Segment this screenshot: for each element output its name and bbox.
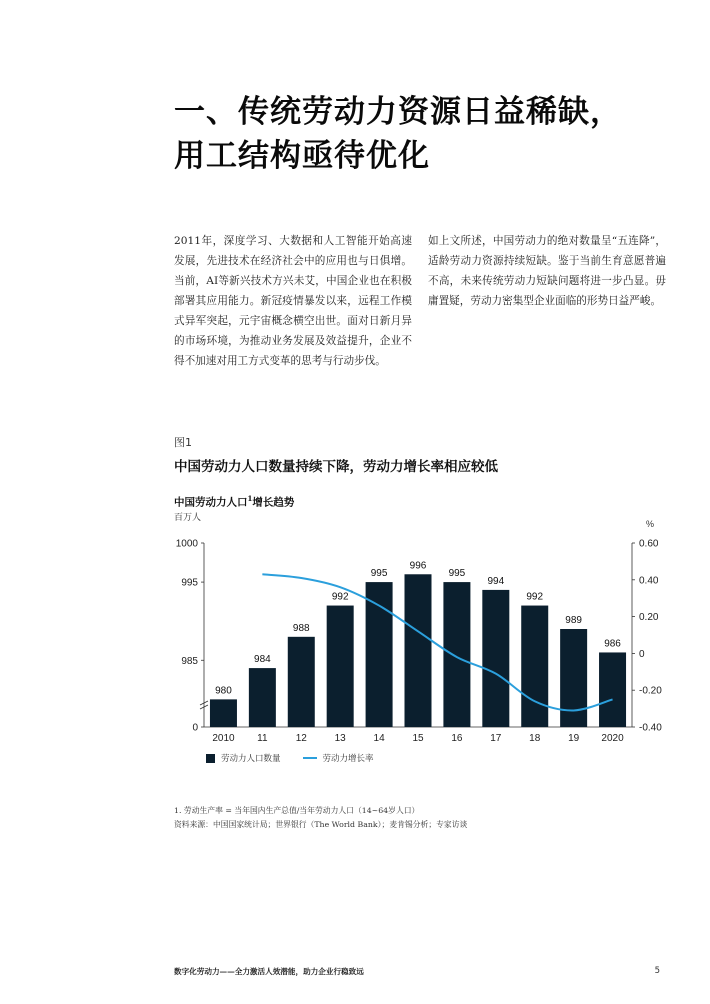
bar-data-label: 986 [604, 638, 621, 650]
legend-bar-swatch [206, 754, 215, 763]
source-note: 资料来源：中国国家统计局；世界银行（The World Bank）；麦肯锡分析；专家访谈 [174, 820, 468, 829]
bar [249, 668, 276, 727]
right-tick-label: 0.40 [639, 575, 659, 587]
chart-title [174, 494, 294, 510]
bar [482, 590, 509, 727]
bar [405, 574, 432, 727]
right-tick-label: 0.60 [639, 538, 659, 550]
labor-force-chart [160, 515, 680, 747]
bar [521, 606, 548, 727]
heading-line-1: 一、传统劳动力资源日益稀缺， [174, 94, 622, 130]
x-tick-label: 2020 [601, 733, 624, 744]
x-tick-label: 18 [529, 733, 541, 744]
legend-line-swatch [303, 757, 317, 759]
bar [560, 629, 587, 727]
bar-data-label: 989 [565, 615, 582, 626]
bar [210, 699, 237, 727]
legend-line-label: 劳动力增长率 [322, 754, 374, 764]
footnote-1: 1. 劳动生产率 = 当年国内生产总值/当年劳动力人口（14~64岁人口） [174, 806, 420, 815]
chart-title-main: 中国劳动力人口 [174, 496, 248, 509]
x-tick-label: 15 [412, 733, 424, 744]
body-paragraph-left: 2011年，深度学习、大数据和人工智能开始高速发展，先进技术在经济社会中的应用也与日俱增。当前，AI等新兴技术方兴未艾，中国企业也在积极部署其应用能力。新冠疫情暴发以来，远程工作模式异军突起，元宇宙概念横空出世。面对日新月异的市场环境，为推动业务发展及效益提升，企业不得不加速对用工方式变革的思考与行动步伐。 [174, 235, 412, 367]
right-tick-label: -0.40 [639, 722, 662, 734]
x-tick-label: 19 [568, 733, 580, 744]
bar-data-label: 995 [370, 568, 388, 580]
bar [599, 652, 626, 727]
right-tick-label: 0 [639, 648, 645, 660]
x-tick-label: 13 [334, 733, 346, 744]
left-tick-label: 1000 [175, 538, 198, 550]
growth-rate-line [262, 574, 612, 710]
bar-data-label: 995 [448, 568, 466, 580]
bar-data-label: 996 [409, 560, 427, 572]
footnotes [174, 804, 467, 832]
bar [443, 582, 470, 727]
x-tick-label: 17 [490, 733, 502, 744]
bar-data-label: 984 [254, 654, 271, 666]
bar-data-label: 992 [331, 591, 349, 603]
left-tick-label: 0 [192, 722, 198, 734]
bar-data-label: 994 [487, 575, 505, 587]
page-number: 5 [654, 966, 660, 976]
bar-data-label: 992 [526, 591, 544, 603]
legend-bar-label: 劳动力人口数量 [221, 754, 281, 764]
figure-label: 图1 [174, 436, 192, 449]
chart-legend [206, 752, 374, 764]
chart-unit-left: 百万人 [174, 513, 202, 523]
chart-title-suffix: 增长趋势 [252, 496, 295, 509]
right-tick-label: -0.20 [639, 685, 662, 697]
bar-data-label: 980 [215, 685, 232, 697]
x-tick-label: 11 [257, 733, 268, 744]
x-tick-label: 2010 [212, 733, 235, 744]
right-tick-label: 0.20 [639, 612, 659, 624]
footer-publication-title: 数字化劳动力——全力激活人效潜能，助力企业行稳致远 [174, 967, 364, 976]
body-paragraph-right: 如上文所述，中国劳动力的绝对数量呈“五连降”，适龄劳动力资源持续短缺。鉴于当前生育意愿普遍不高，未来传统劳动力短缺问题将进一步凸显。毋庸置疑，劳动力密集型企业面临的形势日益严峻。 [428, 235, 666, 307]
bar-data-label: 988 [292, 622, 310, 634]
bar [366, 582, 393, 727]
section-heading [174, 90, 674, 178]
left-tick-label: 985 [181, 655, 198, 667]
heading-line-2: 用工结构亟待优化 [174, 138, 430, 174]
x-tick-label: 12 [295, 733, 307, 744]
chart-unit-right: % [645, 519, 655, 529]
left-tick-label: 995 [181, 577, 198, 589]
x-tick-label: 14 [373, 733, 385, 744]
bar [327, 606, 354, 727]
bar [288, 637, 315, 727]
chart-title-footnote-mark: 1 [247, 494, 253, 503]
x-tick-label: 16 [451, 733, 463, 744]
figure-title: 中国劳动力人口数量持续下降，劳动力增长率相应较低 [174, 459, 498, 475]
